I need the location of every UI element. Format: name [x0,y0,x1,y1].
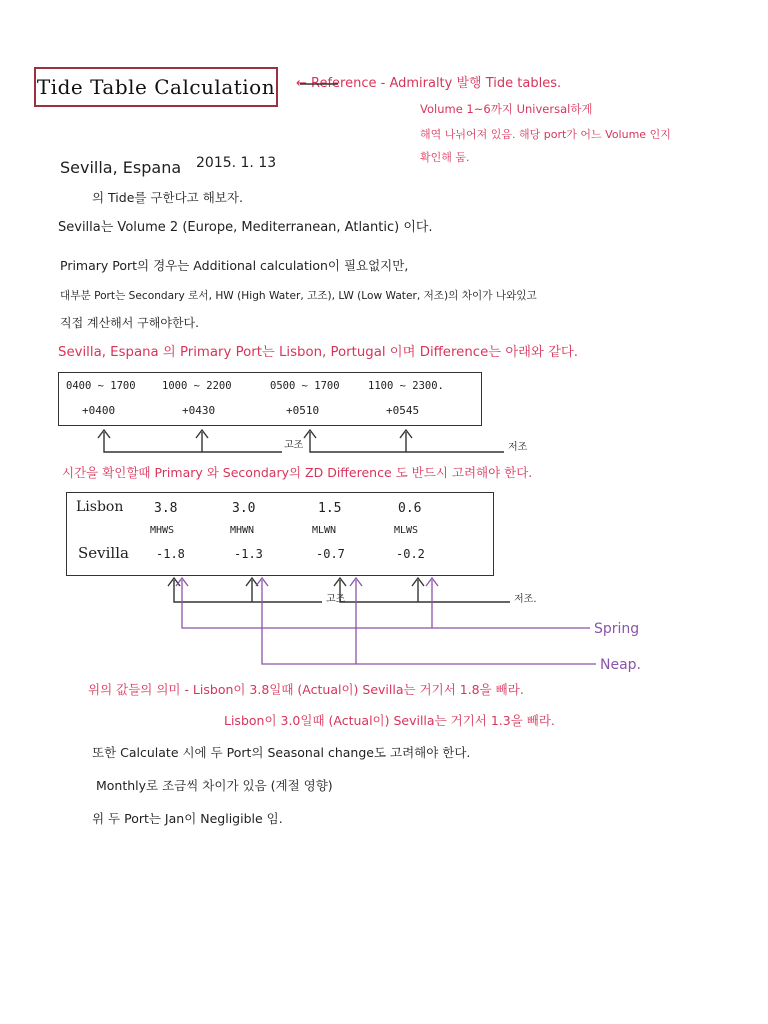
location-text: Sevilla, Espana [60,158,182,177]
primary-height-value: 3.8 [154,501,178,516]
primary-height-value: 3.0 [232,501,256,516]
time-range: 1100 ~ 2300. [368,380,444,392]
reference-line-2: Volume 1~6까지 Universal하게 [420,102,593,116]
intro-line-3: Sevilla는 Volume 2 (Europe, Mediterranean, Atlantic) 이다. [58,220,433,235]
tidal-level-header: MHWN [230,525,255,536]
secondary-height-value: -1.8 [156,547,185,561]
secondary-port-label: Sevilla [78,544,129,562]
height-high-water-label: 고조 [326,594,346,605]
time-high-water-label: 고조 [284,440,304,451]
primary-height-value: 0.6 [398,501,422,516]
tidal-level-header: MHWS [150,525,175,536]
time-diff: +0510 [286,404,320,417]
zd-difference-note: 시간을 확인할때 Primary 와 Secondary의 ZD Difference 도 반드시 고려해야 한다. [62,465,533,480]
primary-port-label: Lisbon [76,499,124,515]
spring-line [182,580,590,628]
meaning-line-1: 위의 값들의 의미 - Lisbon이 3.8일때 (Actual이) Sevilla는 거기서 1.8을 빼라. [88,682,524,697]
time-range: 1000 ~ 2200 [162,380,232,392]
neap-label: Neap. [600,657,642,673]
reference-line-3: 해역 나뉘어져 있음. 해당 port가 어느 Volume 인지 [420,128,671,141]
time-arrow-low [310,432,504,452]
time-diff: +0545 [386,404,420,417]
intro-line-6: 직접 계산해서 구해야한다. [60,316,199,330]
notes-line-1: 또한 Calculate 시에 두 Port의 Seasonal change도 고려해야 한다. [92,745,471,760]
time-diff: +0400 [82,404,116,417]
notes-line-2: Monthly로 조금씩 차이가 있음 (계절 영향) [96,778,333,793]
time-arrow-high [104,432,282,452]
meaning-line-2: Lisbon이 3.0일때 (Actual이) Sevilla는 거기서 1.3을 빼라. [224,713,555,728]
secondary-height-value: -0.7 [316,547,345,561]
intro-line-5: 대부분 Port는 Secondary 로서, HW (High Water, 고조), LW (Low Water, 저조)의 차이가 나와있고 [60,290,537,302]
time-low-water-label: 저조 [508,442,528,453]
tidal-level-header: MLWN [312,525,337,536]
date-text: 2015. 1. 13 [196,155,277,171]
tidal-level-header: MLWS [394,525,419,536]
page-title: Tide Table Calculation [34,67,278,107]
intro-line-7: Sevilla, Espana 의 Primary Port는 Lisbon, Portugal 이며 Difference는 아래와 같다. [58,345,579,360]
height-low-water-label: 저조. [514,594,537,605]
intro-line-2: 의 Tide를 구한다고 해보자. [92,190,243,205]
secondary-height-value: -0.2 [396,547,425,561]
spring-label: Spring [594,621,640,637]
time-range: 0400 ~ 1700 [66,380,136,392]
neap-line [262,580,596,664]
secondary-height-value: -1.3 [234,547,263,561]
intro-line-4: Primary Port의 경우는 Additional calculation이 필요없지만, [60,258,409,273]
reference-line-1: ← Reference - Admiralty 발행 Tide tables. [296,76,562,91]
reference-line-4: 확인해 둠. [420,151,470,164]
time-range: 0500 ~ 1700 [270,380,340,392]
time-diff: +0430 [182,404,216,417]
height-arrow-low [340,580,510,602]
primary-height-value: 1.5 [318,501,342,516]
notes-line-3: 위 두 Port는 Jan이 Negligible 임. [92,811,283,826]
